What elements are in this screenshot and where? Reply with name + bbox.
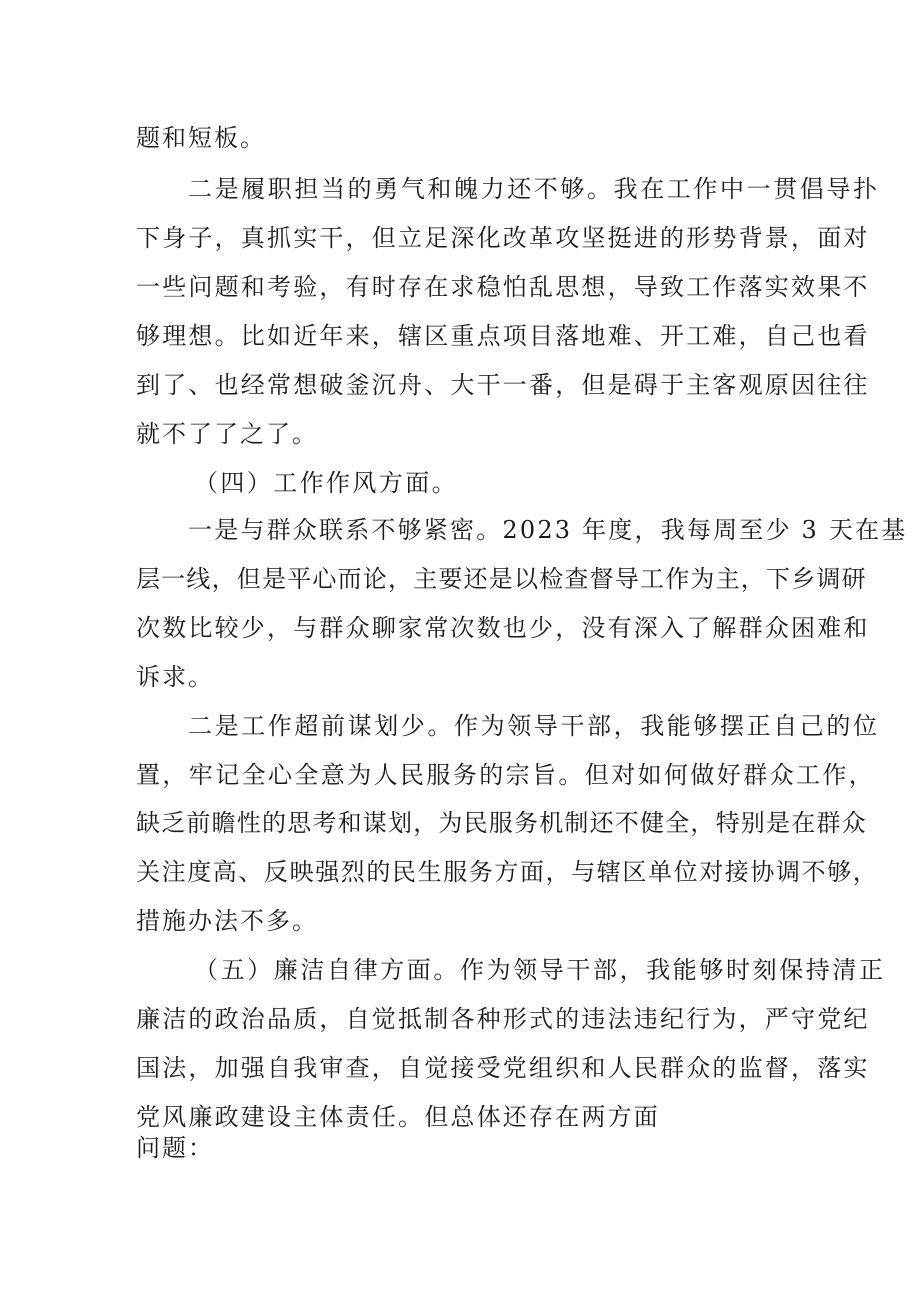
text-line: 二是履职担当的勇气和魄力还不够。我在工作中一贯倡导扑 (188, 175, 880, 203)
text-line: 次数比较少，与群众聊家常次数也少，没有深入了解群众困难和 (136, 614, 870, 642)
text-line: 诉求。 (136, 663, 214, 691)
text-line: 廉洁的政治品质，自觉抵制各种形式的违法违纪行为，严守党纪 (136, 1005, 870, 1033)
section-heading: （四）工作作风方面。 (194, 469, 458, 497)
text-line: 二是工作超前谋划少。作为领导干部，我能够摆正自己的位 (188, 712, 880, 740)
text-line: 一些问题和考验，有时存在求稳怕乱思想，导致工作落实效果不 (136, 273, 870, 301)
text-line: 层一线，但是平心而论，主要还是以检查督导工作为主，下乡调研 (136, 565, 867, 593)
text-line: 题和短板。 (136, 124, 266, 152)
text-line: 党风廉政建设主体责任。但总体还存在两方面 (136, 1103, 660, 1131)
text-line: 国法，加强自我审查，自觉接受党组织和人民群众的监督，落实 (136, 1054, 870, 1082)
text-line: 措施办法不多。 (136, 907, 318, 935)
text-line: 到了、也经常想破釜沉舟、大干一番，但是碍于主客观原因往往 (136, 371, 870, 399)
section-heading: （五）廉洁自律方面。作为领导干部，我能够时刻保持清正 (194, 956, 886, 984)
text-line: 就不了了之了。 (136, 420, 318, 448)
text-line: 一是与群众联系不够紧密。2023 年度，我每周至少 3 天在基 (188, 516, 908, 544)
text-line: 问题： (136, 1134, 214, 1162)
text-line: 下身子，真抓实干，但立足深化改革攻坚挺进的形势背景，面对 (136, 224, 870, 252)
text-line: 关注度高、反映强烈的民生服务方面，与辖区单位对接协调不够， (136, 858, 879, 886)
text-line: 够理想。比如近年来，辖区重点项目落地难、开工难，自己也看 (136, 322, 870, 350)
text-line: 缺乏前瞻性的思考和谋划，为民服务机制还不健全，特别是在群众 (136, 809, 867, 837)
text-line: 置，牢记全心全意为人民服务的宗旨。但对如何做好群众工作， (136, 761, 876, 789)
